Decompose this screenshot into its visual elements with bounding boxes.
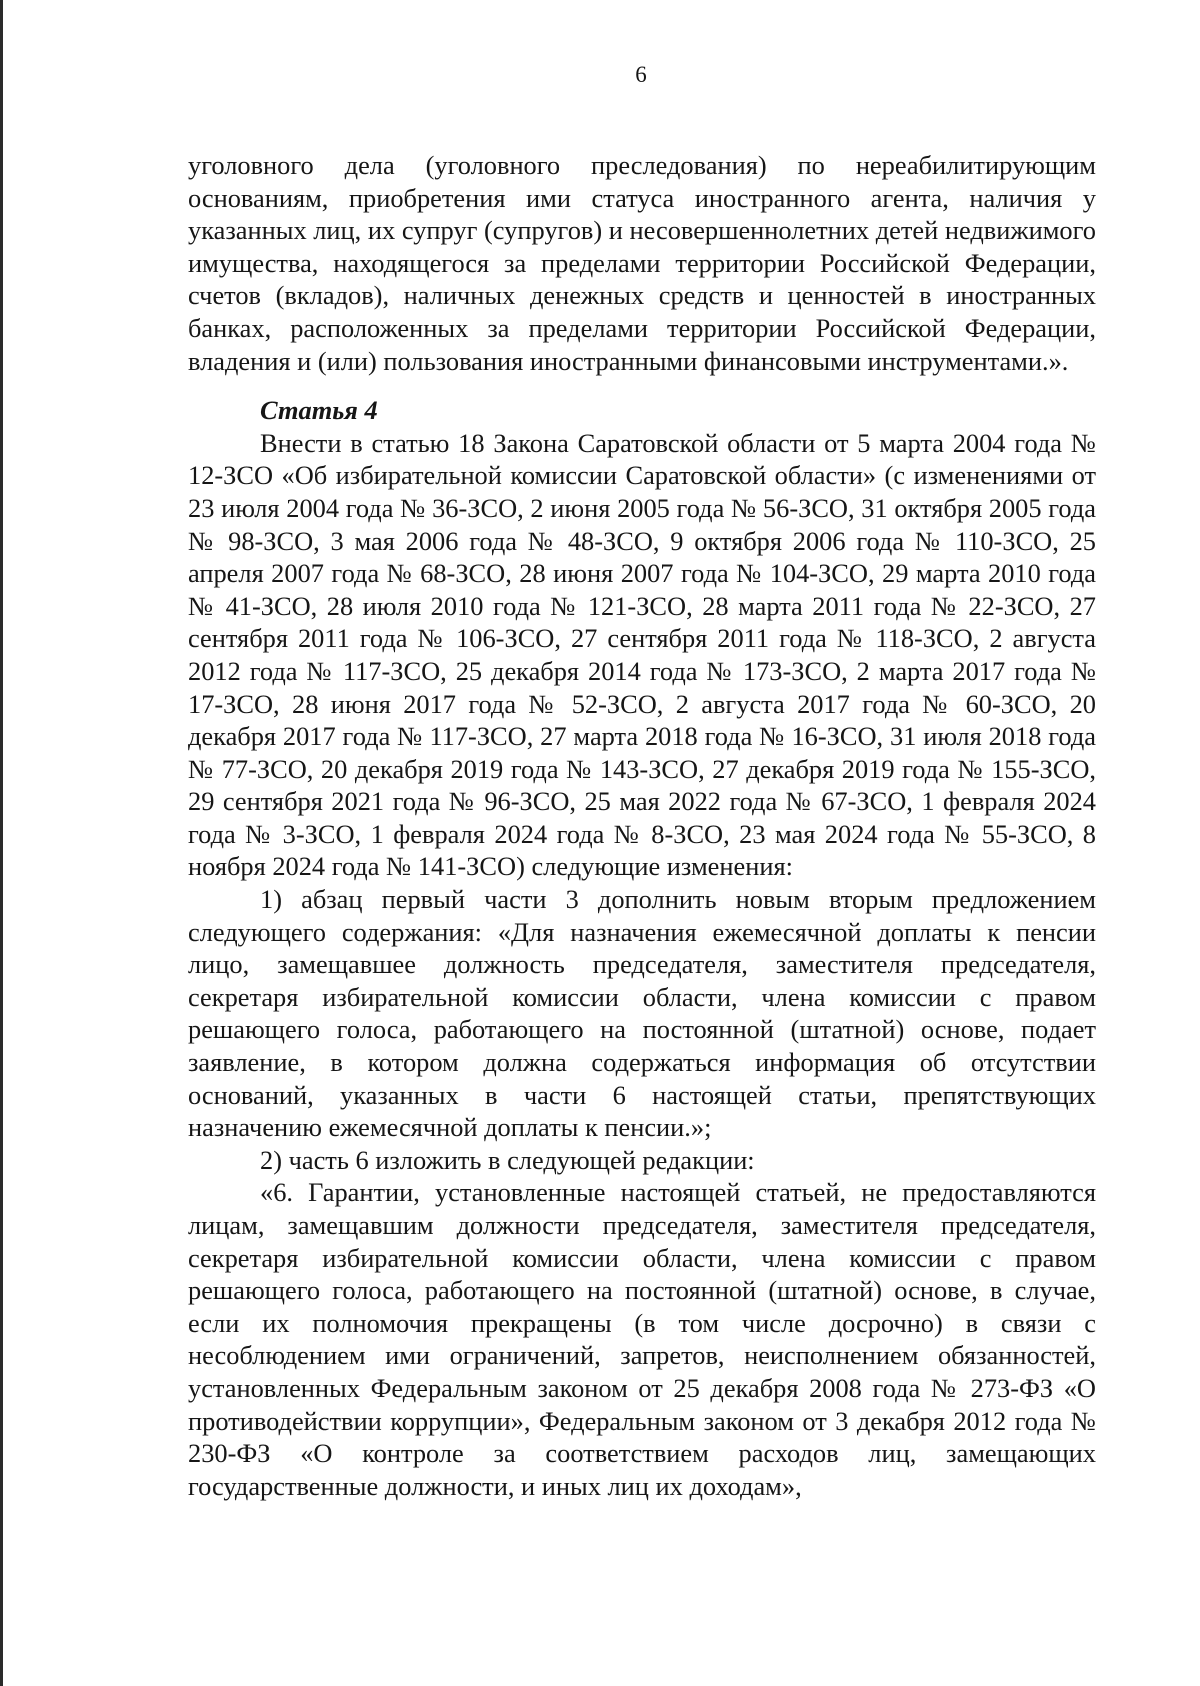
paragraph-amendment-intro: Внести в статью 18 Закона Саратовской области от 5 марта 2004 года № 12-ЗСО «Об избирательной комиссии Саратовской области» (с изменениями от 23 июля 2004 года № 36-ЗСО, 2 июня 2005 года № 56-ЗСО, 31 октября 2005 года № 98-ЗСО, 3 мая 2006 года № 48-ЗСО, 9 октября 2006 года № 110-ЗСО, 25 апреля 2007 года № 68-ЗСО, 28 июня 2007 года № 104-ЗСО, 29 марта 2010 года № 41-ЗСО, 28 июля 2010 года № 121-ЗСО, 28 марта 2011 года № 22-ЗСО, 27 сентября 2011 года № 106-ЗСО, 27 сентября 2011 года № 118-ЗСО, 2 августа 2012 года № 117-ЗСО, 25 декабря 2014 года № 173-ЗСО, 2 марта 2017 года № 17-ЗСО, 28 июня 2017 года № 52-ЗСО, 2 августа 2017 года № 60-ЗСО, 20 декабря 2017 года № 117-ЗСО, 27 марта 2018 года № 16-ЗСО, 31 июля 2018 года № 77-ЗСО, 20 декабря 2019 года № 143-ЗСО, 27 декабря 2019 года № 155-ЗСО, 29 сентября 2021 года № 96-ЗСО, 25 мая 2022 года № 67-ЗСО, 1 февраля 2024 года № 3-ЗСО, 1 февраля 2024 года № 8-ЗСО, 23 мая 2024 года № 55-ЗСО, 8 ноября 2024 года № 141-ЗСО) следующие изменения: bbox=[188, 427, 1096, 882]
page-number: 6 bbox=[635, 62, 647, 87]
paragraph-part-6: «6. Гарантии, установленные настоящей статьей, не предоставляются лицам, замещавшим должности председателя, заместителя председателя, секретаря избирательной комиссии области, члена комиссии с правом решающего голоса, работающего на постоянной (штатной) основе, в случае, если их полномочия прекращены (в том числе досрочно) в связи с несоблюдением ими ограничений, запретов, неисполнением обязанностей, установленных Федеральным законом от 25 декабря 2008 года № 273-ФЗ «О противодействии коррупции», Федеральным законом от 3 декабря 2012 года № 230-ФЗ «О контроле за соответствием расходов лиц, замещающих государственные должности, и иных лиц их доходам», bbox=[188, 1177, 1096, 1501]
document-body bbox=[188, 149, 1096, 1502]
paragraph-continuation: уголовного дела (уголовного преследования) по нереабилитирующим основаниям, приобретения ими статуса иностранного агента, наличия у указанных лиц, их супруг (супругов) и несовершеннолетних детей недвижимого имущества, находящегося за пределами территории Российской Федерации, счетов (вкладов), наличных денежных средств и ценностей в иностранных банках, расположенных за пределами территории Российской Федерации, владения и (или) пользования иностранными финансовыми инструментами.». bbox=[188, 150, 1096, 376]
paragraph-item-2: 2) часть 6 изложить в следующей редакции: bbox=[260, 1144, 755, 1175]
article-heading: Статья 4 bbox=[260, 395, 378, 426]
paragraph-item-1: 1) абзац первый части 3 дополнить новым вторым предложением следующего содержания: «Для назначения ежемесячной доплаты к пенсии лицо, замещавшее должность председателя, заместителя председателя, секретаря избирательной комиссии области, члена комиссии с правом решающего голоса, работающего на постоянной (штатной) основе, подает заявление, в котором должна содержаться информация об отсутствии оснований, указанных в части 6 настоящей статьи, препятствующих назначению ежемесячной доплаты к пенсии.»; bbox=[188, 884, 1096, 1143]
